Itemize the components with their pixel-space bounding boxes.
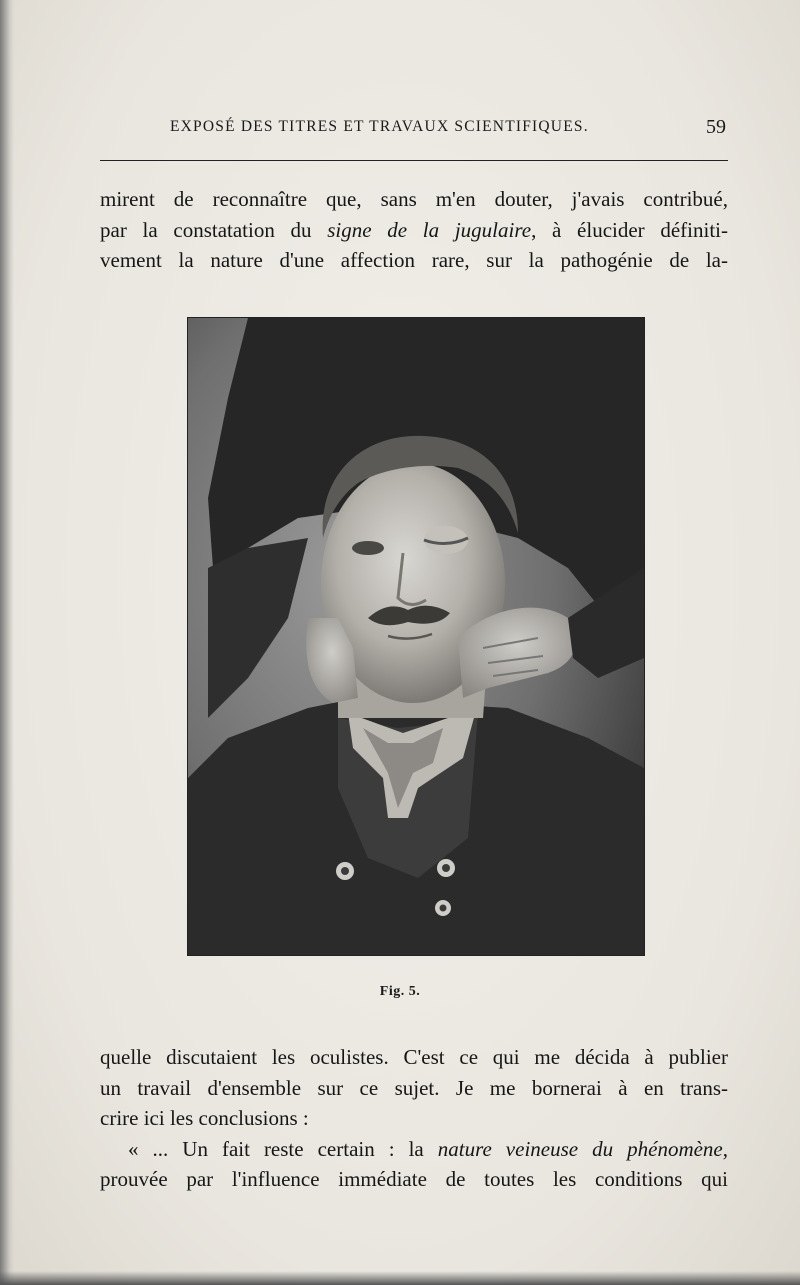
text-line: un travail d'ensemble sur ce sujet. Je me bornerai à en trans- bbox=[100, 1075, 728, 1100]
text-line: prouvée par l'influence immédiate de toutes les conditions qui bbox=[100, 1167, 728, 1191]
text-line: quelle discutaient les oculistes. C'est ce qui me décida à publier bbox=[100, 1045, 728, 1069]
text-line: vement la nature d'une affection rare, sur la pathogénie de la- bbox=[100, 248, 728, 272]
page-bottom-shadow bbox=[0, 1271, 800, 1285]
bottom-paragraph bbox=[100, 1042, 728, 1195]
header-rule bbox=[100, 160, 728, 161]
top-paragraph bbox=[100, 184, 728, 276]
running-title: EXPOSÉ DES TITRES ET TRAVAUX SCIENTIFIQUES. bbox=[170, 118, 589, 135]
text-line: « ... Un fait reste certain : la nature veineuse du phénomène, bbox=[128, 1136, 729, 1161]
page-number: 59 bbox=[706, 116, 726, 138]
italic-term: nature veineuse du phénomène bbox=[437, 1136, 723, 1161]
text-line: crire ici les conclusions : bbox=[100, 1106, 309, 1130]
portrait-photo bbox=[188, 318, 644, 955]
page-edge-shadow bbox=[0, 0, 14, 1285]
figure-caption: Fig. 5. bbox=[379, 984, 421, 999]
figure-photograph bbox=[188, 318, 644, 955]
text-line: par la constatation du signe de la jugulaire, à élucider définiti- bbox=[100, 217, 729, 242]
text-line: mirent de reconnaître que, sans m'en douter, j'avais contribué, bbox=[100, 187, 728, 211]
italic-term: signe de la jugulaire bbox=[327, 217, 532, 242]
